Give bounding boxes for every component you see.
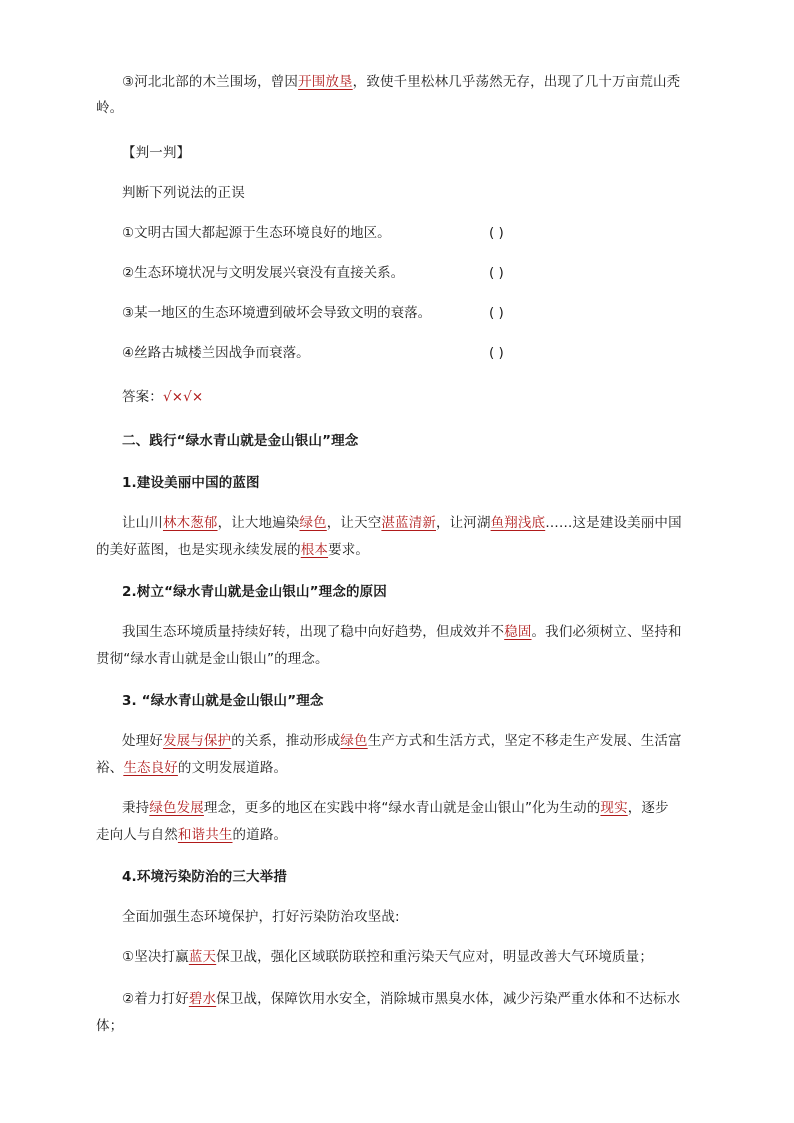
judge-item-3: ③某一地区的生态环境遭到破坏会导致文明的衰落。 [122,305,432,321]
subsection-heading-1: 1.建设美丽中国的蓝图 [122,475,260,491]
text-run: 保卫战，强化区域联防联控和重污染天气应对，明显改善大气环境质量； [216,949,653,965]
text-run: ③河北北部的木兰围场，曾因 [122,74,299,90]
s4-item-1 [122,947,653,967]
key-term: 鱼翔浅底 [490,515,546,531]
s1-line-1 [122,513,682,533]
text-run: 理念，更多的地区在实践中将“绿水青山就是金山银山”化为生动的 [203,800,601,816]
text-run: 的关系，推动形成 [231,733,341,749]
key-term: 开围放垦 [298,74,353,90]
key-term: 蓝天 [188,949,217,965]
key-term: 碧水 [188,991,217,1007]
text-run: 的道路。 [232,827,288,843]
text-run: 走向人与自然 [96,827,178,843]
judge-item-1: ①文明古国大都起源于生态环境良好的地区。 [122,225,391,241]
text-run: ，逐步 [627,800,669,816]
text-run: 处理好 [122,733,163,749]
s3-p2-line-1 [122,798,669,818]
s1-line-2 [96,540,369,560]
answer-value: √×√× [162,389,204,405]
key-term: 湛蓝清新 [381,515,436,531]
text-run: 让山川 [122,515,163,531]
key-term: 绿色发展 [149,800,204,816]
text-run: ，致使千里松林几乎荡然无存，出现了几十万亩荒山秃 [352,74,681,90]
judge-instruction: 判断下列说法的正误 [122,185,245,201]
key-term: 和谐共生 [177,827,233,843]
answer-blank: ( ) [489,305,504,321]
text-run: 保卫战，保障饮用水安全，消除城市黑臭水体，减少污染严重水体和不达标水 [216,991,681,1007]
answer-line [122,387,203,407]
key-term: 生态良好 [123,760,178,776]
judge-item-4: ④丝路古城楼兰因战争而衰落。 [122,345,310,361]
s4-intro: 全面加强生态环境保护，打好污染防治攻坚战: [122,909,400,925]
s3-p1-line-1 [122,731,682,751]
judge-item-2: ②生态环境状况与文明发展兴衰没有直接关系。 [122,265,405,281]
answer-blank: ( ) [489,265,504,281]
subsection-heading-4: 4.环境污染防治的三大举措 [122,869,287,885]
s4-item-2-line-1 [122,989,680,1009]
text-run: ，让天空 [326,515,382,531]
key-term: 发展与保护 [162,733,232,749]
text-run: 我国生态环境质量持续好转，出现了稳中向好趋势，但成效并不 [122,624,505,640]
key-term: 现实 [600,800,628,816]
s2-line-2: 贯彻“绿水青山就是金山银山”的理念。 [96,651,329,667]
intro-line-2: 岭。 [96,100,124,116]
key-term: 绿色 [340,733,368,749]
intro-line-1 [122,72,680,92]
key-term: 根本 [300,542,329,558]
section-title: 二、践行“绿水青山就是金山银山”理念 [122,433,359,449]
text-run: ，让河湖 [436,515,491,531]
subsection-heading-3: 3. “绿水青山就是金山银山”理念 [122,693,324,709]
s3-p2-line-2 [96,825,287,845]
subsection-heading-2: 2.树立“绿水青山就是金山银山”理念的原因 [122,584,387,600]
answer-label: 答案： [122,389,163,405]
s2-line-1 [122,622,682,642]
text-run: ①坚决打赢 [122,949,189,965]
text-run: 秉持 [122,800,150,816]
text-run: 生产方式和生活方式，坚定不移走生产发展、生活富 [367,733,682,749]
text-run: ②着力打好 [122,991,189,1007]
text-run: ……这是建设美丽中国 [545,515,682,531]
text-run: ，让大地遍染 [217,515,300,531]
s3-p1-line-2 [96,758,287,778]
text-run: 裕、 [96,760,124,776]
key-term: 绿色 [299,515,327,531]
text-run: 的文明发展道路。 [177,760,288,776]
judge-heading: 【判一判】 [122,145,191,161]
key-term: 林木葱郁 [162,515,218,531]
text-run: 。我们必须树立、坚持和 [531,624,682,640]
s4-item-2-line-2: 体； [96,1018,124,1034]
answer-blank: ( ) [489,225,504,241]
text-run: 的美好蓝图，也是实现永续发展的 [96,542,301,558]
text-run: 要求。 [328,542,370,558]
key-term: 稳固 [504,624,532,640]
answer-blank: ( ) [489,345,504,361]
